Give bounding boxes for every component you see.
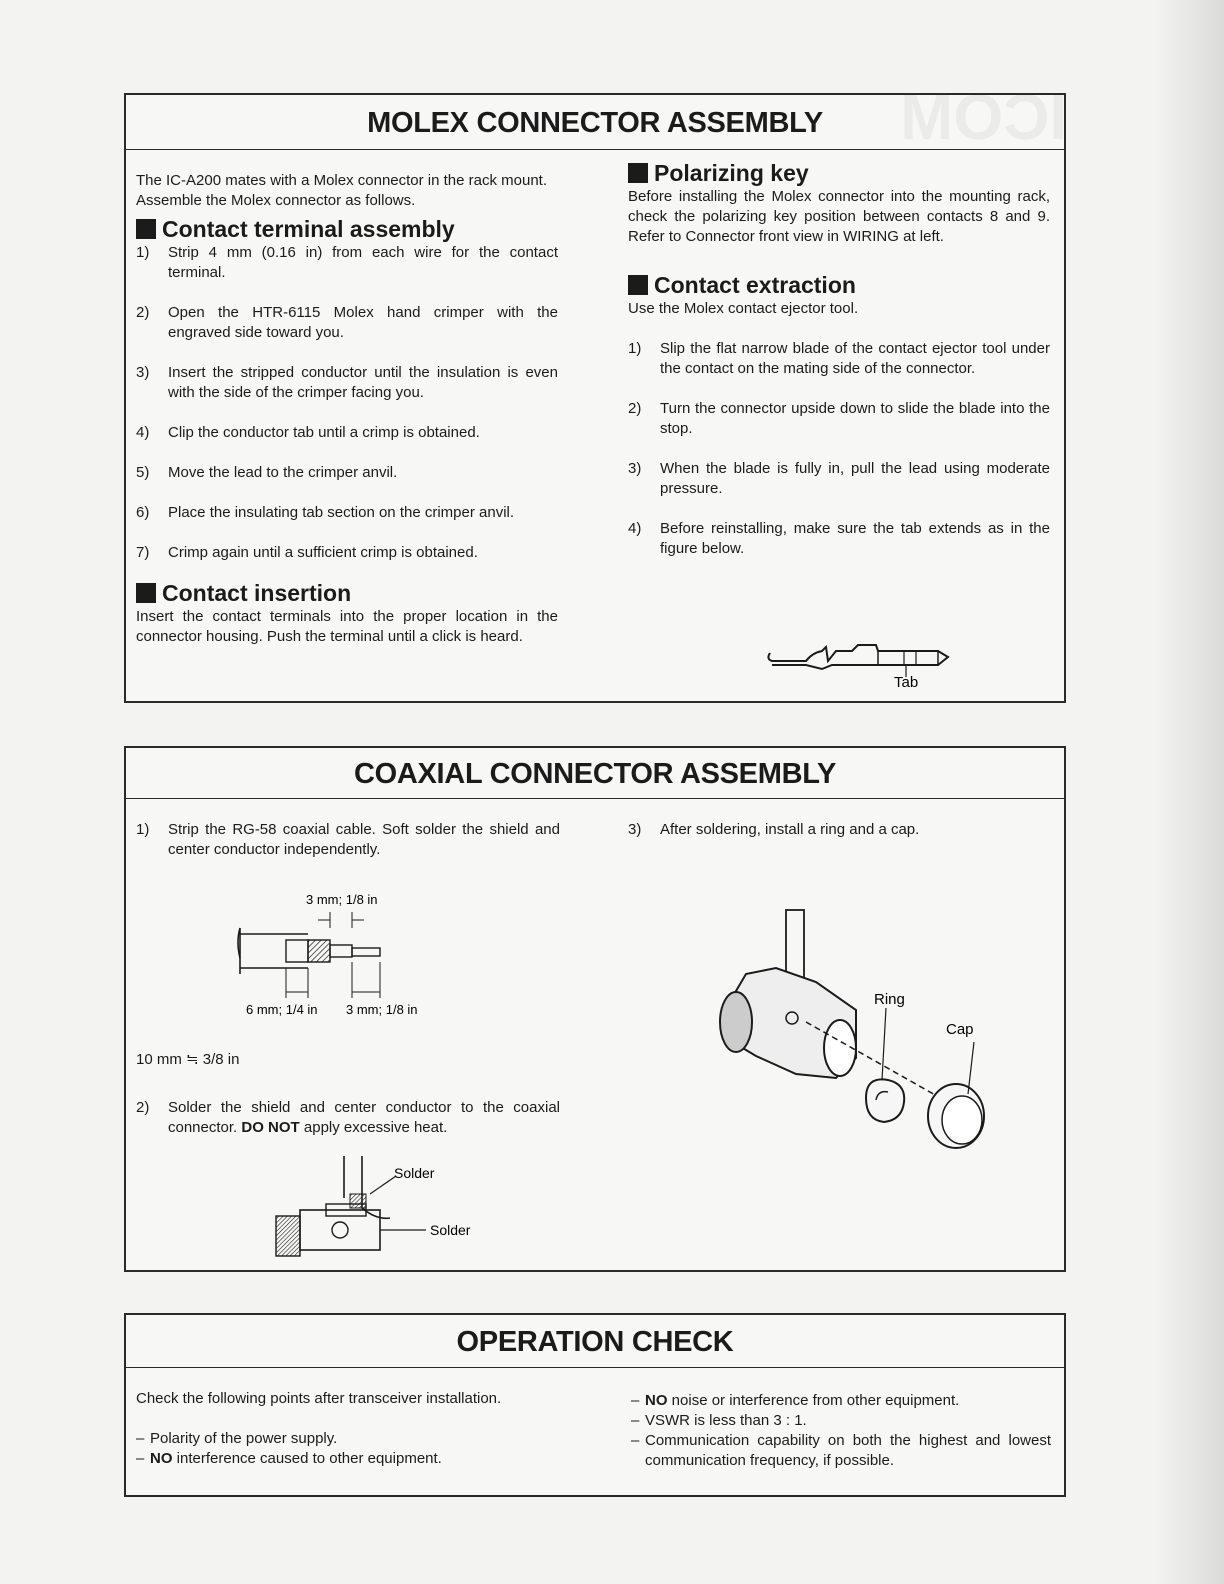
- check-item: [631, 1411, 1051, 1431]
- step-text: Crimp again until a sufficient crimp is obtained.: [168, 544, 478, 561]
- check-text: [150, 1429, 560, 1449]
- contact-insertion-heading-text: Contact insertion: [162, 580, 352, 606]
- operation-left-column: [136, 1389, 560, 1469]
- step-number: 6): [136, 504, 150, 521]
- coax-strip-diagram: [226, 882, 486, 1022]
- coax-step3: [628, 820, 1052, 840]
- ring-label: Ring: [874, 991, 905, 1008]
- dash-bullet-icon: –: [631, 1392, 640, 1409]
- step-number: 3): [628, 821, 642, 838]
- dim-bottom-left-label: 6 mm; 1/4 in: [246, 1002, 318, 1017]
- check-item: [631, 1391, 1051, 1411]
- step-text: Before reinstalling, make sure the tab extends as in the figure below.: [660, 520, 1050, 557]
- icom-logo-ghost: ICOM: [900, 81, 1068, 153]
- step-number: 4): [136, 424, 150, 441]
- step-text: Move the lead to the crimper anvil.: [168, 464, 398, 481]
- step-text: Insert the stripped conductor until the insulation is even with the side of the crimper facing you.: [168, 364, 558, 401]
- polarizing-key-text: Before installing the Molex connector into the mounting rack, check the polarizing key position between contacts 8 and 9. Refer to Connector front view in WIRING at left.: [628, 188, 1050, 245]
- contact-insertion-text: Insert the contact terminals into the proper location in the connector housing. Push the terminal until a click is heard.: [136, 608, 558, 645]
- dash-bullet-icon: –: [136, 1430, 145, 1447]
- coax-step2-text: [168, 1098, 560, 1138]
- polarizing-key-heading: [628, 160, 1050, 186]
- coaxial-title: COAXIAL CONNECTOR ASSEMBLY: [126, 748, 1064, 799]
- coax-step2: [136, 1098, 560, 1138]
- check-item-text: interference caused to other equipment.: [176, 1450, 442, 1467]
- step-number: 5): [136, 464, 150, 481]
- check-text: [645, 1431, 1051, 1471]
- dash-bullet-icon: –: [631, 1412, 640, 1429]
- contact-extraction-heading: [628, 272, 1050, 298]
- step-number: 3): [136, 364, 150, 381]
- dash-bullet-icon: –: [631, 1432, 640, 1449]
- step2-text-a: Solder the shield and center conductor to the coaxial connector.: [168, 1099, 560, 1136]
- step-text: Turn the connector upside down to slide the blade into the stop.: [660, 400, 1050, 437]
- operation-right-column: [631, 1391, 1051, 1471]
- molex-intro: The IC-A200 mates with a Molex connector in the rack mount. Assemble the Molex connector as follows.: [136, 172, 548, 209]
- step-text: Open the HTR-6115 Molex hand crimper with the engraved side toward you.: [168, 304, 558, 341]
- coaxial-section: [124, 746, 1066, 1272]
- check-text: [645, 1391, 1051, 1411]
- contact-terminal-heading-text: Contact terminal assembly: [162, 216, 455, 242]
- tab-label: Tab: [894, 674, 919, 691]
- step-text: Place the insulating tab section on the crimper anvil.: [168, 504, 515, 521]
- step-number: 2): [136, 304, 150, 321]
- step-text: Clip the conductor tab until a crimp is obtained.: [168, 424, 480, 441]
- check-text: [150, 1449, 560, 1469]
- step-text: Slip the flat narrow blade of the contact ejector tool under the contact on the mating side of the connector.: [660, 340, 1050, 377]
- step-number: 7): [136, 544, 150, 561]
- step-item: [136, 423, 558, 443]
- operation-title: OPERATION CHECK: [126, 1315, 1064, 1368]
- coax-step1-text: Strip the RG-58 coaxial cable. Soft solder the shield and center conductor independently.: [168, 821, 560, 858]
- contact-extraction-steps: [628, 339, 1050, 559]
- check-item-text: VSWR is less than 3 : 1.: [645, 1412, 807, 1429]
- check-emphasis: NO: [645, 1392, 668, 1409]
- operation-intro: Check the following points after transceiver installation.: [136, 1390, 502, 1407]
- step-number: 2): [136, 1099, 150, 1116]
- check-text: [645, 1411, 1051, 1431]
- step2-text-b: apply excessive heat.: [303, 1119, 448, 1136]
- check-item: [136, 1429, 560, 1449]
- operation-section: [124, 1313, 1066, 1497]
- section-bullet-icon: [628, 275, 648, 295]
- step-item: [628, 519, 1050, 559]
- coax-solder-diagram: [266, 1148, 496, 1258]
- check-item-text: noise or interference from other equipment.: [671, 1392, 960, 1409]
- step-number: 3): [628, 460, 642, 477]
- molex-section: [124, 93, 1066, 703]
- operation-right-list: [631, 1391, 1051, 1471]
- dim-top-label: 3 mm; 1/8 in: [306, 892, 378, 907]
- dash-bullet-icon: –: [136, 1450, 145, 1467]
- molex-left-column: [136, 171, 558, 647]
- check-item-text: Communication capability on both the highest and lowest communication frequency, if possible.: [645, 1432, 1051, 1469]
- step-item: [136, 503, 558, 523]
- cap-label: Cap: [946, 1021, 974, 1038]
- step-item: [628, 399, 1050, 439]
- step-item: [136, 463, 558, 483]
- step-number: 1): [136, 244, 150, 261]
- step-number: 1): [628, 340, 642, 357]
- step-item: [136, 543, 558, 563]
- step-item: [136, 243, 558, 283]
- operation-left-list: [136, 1429, 560, 1469]
- step-number: 4): [628, 520, 642, 537]
- contact-insertion-heading: [136, 580, 558, 606]
- dim-bottom-right-label: 3 mm; 1/8 in: [346, 1002, 418, 1017]
- ring-cap-diagram: [706, 898, 1026, 1158]
- step2-emphasis: DO NOT: [241, 1119, 300, 1136]
- step-number: 1): [136, 821, 150, 838]
- check-emphasis: NO: [150, 1450, 173, 1467]
- contact-extraction-intro: Use the Molex contact ejector tool.: [628, 300, 859, 317]
- coax-step1: [136, 820, 560, 860]
- step-text: When the blade is fully in, pull the lead using moderate pressure.: [660, 460, 1050, 497]
- section-bullet-icon: [628, 163, 648, 183]
- polarizing-key-heading-text: Polarizing key: [654, 160, 809, 186]
- check-item: [136, 1449, 560, 1469]
- page-edge-shadow: [1154, 0, 1224, 1584]
- conversion-note: 10 mm ≒ 3/8 in: [136, 1051, 240, 1068]
- coax-step3-text: After soldering, install a ring and a cap.: [660, 821, 920, 838]
- step-item: [628, 339, 1050, 379]
- contact-terminal-heading: [136, 216, 558, 242]
- section-bullet-icon: [136, 583, 156, 603]
- section-bullet-icon: [136, 219, 156, 239]
- check-item: [631, 1431, 1051, 1471]
- contact-terminal-steps: [136, 243, 558, 563]
- check-item-text: Polarity of the power supply.: [150, 1430, 338, 1447]
- molex-right-column: [628, 160, 1050, 579]
- contact-extraction-heading-text: Contact extraction: [654, 272, 856, 298]
- step-text: Strip 4 mm (0.16 in) from each wire for the contact terminal.: [168, 244, 558, 281]
- step-number: 2): [628, 400, 642, 417]
- contact-terminal-diagram: [766, 631, 966, 697]
- solder-label-top: Solder: [394, 1165, 435, 1181]
- solder-label-bottom: Solder: [430, 1222, 471, 1238]
- step-item: [628, 459, 1050, 499]
- molex-title: MOLEX CONNECTOR ASSEMBLY: [126, 95, 1064, 150]
- step-item: [136, 303, 558, 343]
- step-item: [136, 363, 558, 403]
